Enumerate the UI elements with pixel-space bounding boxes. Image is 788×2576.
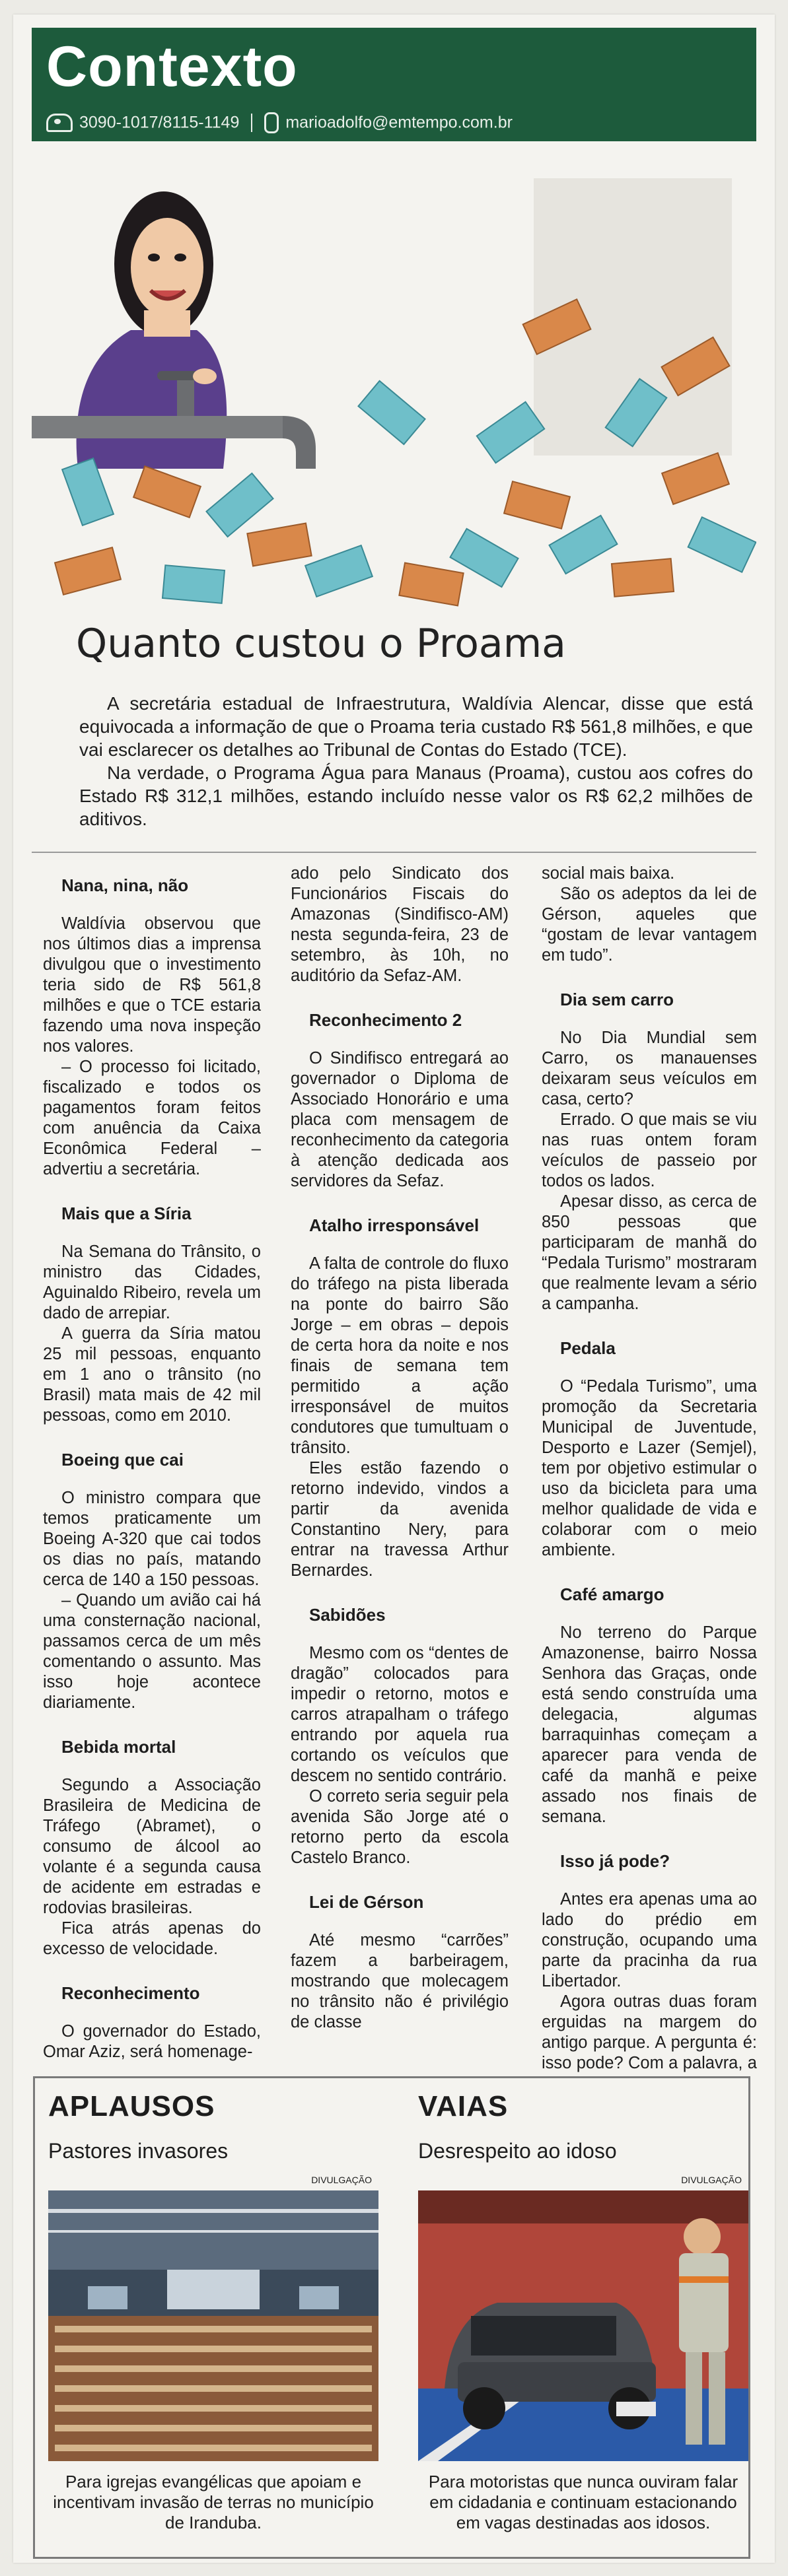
note-paragraph: Até mesmo “carrões” fazem a barbeiragem, mostrando que molecagem no trânsito não é privilégio de classe <box>291 1931 509 2031</box>
note-heading: Sabidões <box>309 1605 386 1625</box>
note-paragraph: Na Semana do Trânsito, o ministro das Cidades, Aguinaldo Ribeiro, revela um dado de arrepiar. <box>43 1242 261 1322</box>
aplausos-caption: Para igrejas evangélicas que apoiam e incentivam invasão de terras no município de Iranduba. <box>53 2472 374 2532</box>
note-heading: Boeing que cai <box>61 1450 184 1470</box>
note-paragraph: Fica atrás apenas do excesso de velocidade. <box>43 1919 261 1958</box>
note-heading: Nana, nina, não <box>61 875 189 895</box>
note-paragraph: Apesar disso, as cerca de 850 pessoas que participaram de manhã do “Pedala Turismo” mostraram que realmente levam a sério a campanha. <box>542 1192 757 1313</box>
note-paragraph: O correto seria seguir pela avenida São Jorge até o retorno perto da escola Castelo Branco. <box>291 1787 509 1867</box>
note-heading: Mais que a Síria <box>61 1203 192 1223</box>
note-paragraph: ado pelo Sindicato dos Funcionários Fiscais do Amazonas (Sindifisco-AM) nesta segunda-feira, 23 de setembro, às 10h, no auditório da Sefaz-AM. <box>291 864 509 985</box>
contact-divider <box>251 114 252 132</box>
aplausos-subtitle: Pastores invasores <box>48 2139 229 2163</box>
article-headline: Quanto custou o Proama <box>76 621 566 667</box>
note-heading: Café amargo <box>560 1584 664 1604</box>
note-paragraph: Antes era apenas uma ao lado do prédio em construção, ocupando uma parte da pracinha da rua Libertador. <box>542 1890 757 1990</box>
vaias-kicker: VAIAS <box>418 2090 509 2122</box>
note-heading: Pedala <box>560 1338 616 1358</box>
note-heading: Atalho irresponsável <box>309 1215 480 1235</box>
note-heading: Dia sem carro <box>560 990 674 1009</box>
vaias-caption: Para motoristas que nunca ouviram falar em cidadania e continuam estacionando em vagas destinadas aos idosos. <box>428 2472 738 2532</box>
section-divider <box>32 852 756 853</box>
note-heading: Reconhecimento 2 <box>309 1010 462 1030</box>
note-heading: Reconhecimento <box>61 1983 200 2003</box>
phone-icon <box>46 114 73 132</box>
email-address[interactable]: marioadolfo@emtempo.com.br <box>285 113 513 132</box>
parking-photo <box>418 2190 748 2461</box>
photo-credit: DIVULGAÇÃO <box>311 2175 372 2185</box>
note-paragraph: Eles estão fazendo o retorno indevido, vindos a partir da avenida Constantino Nery, para entrar na travessa Arthur Bernardes. <box>291 1459 509 1580</box>
phone-number: 3090-1017/8115-1149 <box>79 113 240 132</box>
note-paragraph: Agora outras duas foram erguidas na margem do antigo parque. A pergunta é: isso pode? Com a palavra, a <box>542 1992 757 2072</box>
vaias-subtitle: Desrespeito ao idoso <box>418 2139 617 2163</box>
note-heading: Bebida mortal <box>61 1737 176 1757</box>
article-lead <box>79 692 753 830</box>
mail-icon <box>264 112 279 133</box>
note-paragraph: A falta de controle do fluxo do tráfego na pista liberada na ponte do bairro São Jorge – em obras – depois de certa hora da noite e nos finais de semana tem permitido a ação irresponsável de muitos condutores que tumultuam o trânsito. <box>291 1254 509 1457</box>
masthead-contact <box>46 112 513 133</box>
note-paragraph: social mais baixa. <box>542 864 675 883</box>
vaias-section <box>405 2078 748 2557</box>
note-paragraph: O Sindifisco entregará ao governador o Diploma de Associado Honorário e uma placa com mensagem de reconhecimento da categoria à atenção dedicada aos servidores da Sefaz. <box>291 1049 509 1190</box>
photo-credit: DIVULGAÇÃO <box>681 2175 742 2185</box>
note-paragraph: Waldívia observou que nos últimos dias a imprensa divulgou que o investimento teria sido de R$ 561,8 milhões e que o TCE estaria fazendo uma nova inspeção nos valores. <box>43 914 261 1056</box>
note-heading: Lei de Gérson <box>309 1892 424 1912</box>
column-title: Contexto <box>46 35 298 98</box>
note-paragraph: No Dia Mundial sem Carro, os manauenses deixaram seus veículos em casa, certo? <box>542 1029 757 1108</box>
lead-paragraph: Na verdade, o Programa Água para Manaus (Proama), custou aos cofres do Estado R$ 312,1 milhões, estando incluído nesse valor os R$ 62,2 milhões de aditivos. <box>79 763 753 829</box>
text-column-2 <box>291 864 509 2033</box>
column-masthead <box>32 28 756 141</box>
aplausos-section <box>35 2078 378 2557</box>
note-heading: Isso já pode? <box>560 1851 670 1871</box>
suv-elderly-parking-image <box>418 2190 748 2461</box>
note-paragraph: – Quando um avião cai há uma consternação nacional, passamos cerca de um mês comentando o assunto. Mas isso hoje acontece diariamente. <box>43 1591 261 1712</box>
note-paragraph: A guerra da Síria matou 25 mil pessoas, enquanto em 1 ano o trânsito (no Brasil) mata mais de 42 mil pessoas, como em 2010. <box>43 1324 261 1425</box>
note-paragraph: – O processo foi licitado, fiscalizado e todos os pagamentos foram feitos com anuência da Caixa Econômica Federal – advertiu a secretária. <box>43 1058 261 1178</box>
note-paragraph: No terreno do Parque Amazonense, bairro Nossa Senhora das Graças, onde está sendo construída uma delegacia, algumas barraquinhas começam a aparecer para venda de café da manhã e peixe assado nos finais de semana. <box>542 1623 757 1826</box>
lead-paragraph: A secretária estadual de Infraestrutura, Waldívia Alencar, disse que está equivocada a informação de que o Proama teria custado R$ 561,8 milhões, e que vai esclarecer os detalhes ao Tribunal de Contas do Estado (TCE). <box>79 693 753 760</box>
note-paragraph: Errado. O que mais se viu nas ruas ontem foram veículos de passeio por todos os lados. <box>542 1110 757 1190</box>
text-column-1 <box>43 864 261 2062</box>
text-column-3 <box>542 864 757 2094</box>
note-paragraph: Segundo a Associação Brasileira de Medicina de Tráfego (Abramet), o consumo de álcool ao volante é a segunda causa de acidente em estradas e rodovias brasileiras. <box>43 1776 261 1917</box>
aplausos-vaias-box <box>33 2076 750 2559</box>
faucet-money-cartoon <box>32 158 756 614</box>
note-paragraph: Mesmo com os “dentes de dragão” colocados para impedir o retorno, motos e carros atrapalham o tráfego entrando por aquela rua cortando os veículos que descem no sentido contrário. <box>291 1644 509 1785</box>
note-paragraph: O ministro compara que temos praticamente um Boeing A-320 que cai todos os dias no país, matando cerca de 140 a 150 pessoas. <box>43 1489 261 1589</box>
note-paragraph: O governador do Estado, Omar Aziz, será homenage- <box>43 2022 261 2061</box>
church-event-photo <box>48 2190 378 2461</box>
cartoon-illustration <box>32 158 756 614</box>
note-paragraph: O “Pedala Turismo”, uma promoção da Secretaria Municipal de Juventude, Desporto e Lazer (Semjel), tem por objetivo estimular o uso da bicicleta para uma melhor qualidade de vida e colaborar com o meio ambiente. <box>542 1377 757 1559</box>
aplausos-kicker: APLAUSOS <box>48 2090 215 2122</box>
auditorium-crowd-image <box>48 2190 378 2461</box>
note-paragraph: São os adeptos da lei de Gérson, aqueles que “gostam de levar vantagem em tudo”. <box>542 885 757 965</box>
